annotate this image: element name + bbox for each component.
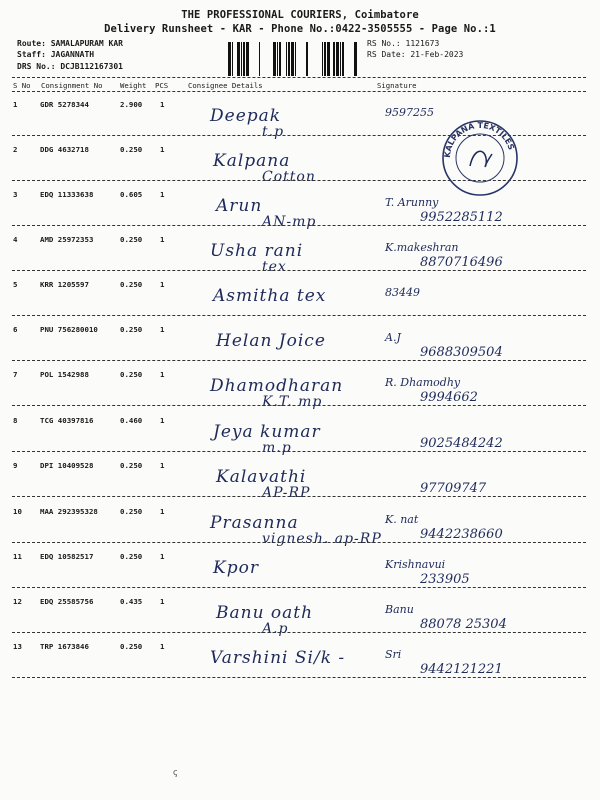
drs-line	[17, 62, 123, 71]
signature-name: K. nat	[385, 513, 419, 526]
col-header-weight: Weight	[120, 81, 147, 90]
consignee-name: Prasanna	[210, 513, 299, 533]
signature-name: R. Dhamodhy	[385, 376, 461, 389]
row-pcs: 1	[160, 280, 165, 289]
consignee-name: Helan Joice	[216, 331, 326, 351]
signature-name: 9597255	[385, 106, 434, 119]
drs-value: DCJB112167301	[60, 62, 123, 71]
consignee-name: Varshini Si/k -	[210, 648, 346, 668]
scan-mark: ꞔ	[173, 768, 178, 778]
row-weight: 0.250	[120, 552, 143, 561]
row-weight: 0.250	[120, 642, 143, 651]
row-sno: 9	[13, 461, 18, 470]
consignee-name: Jeya kumar	[213, 422, 321, 442]
row-separator	[12, 225, 586, 226]
row-consignment-no: PNU 756280010	[40, 325, 98, 334]
row-separator	[12, 451, 586, 452]
consignee-name: Kalavathi	[216, 467, 307, 487]
row-separator	[12, 270, 586, 271]
signature-name: 83449	[385, 286, 420, 299]
row-pcs: 1	[160, 235, 165, 244]
row-separator	[12, 542, 586, 543]
header-rule-bottom	[12, 91, 586, 92]
row-pcs: 1	[160, 416, 165, 425]
row-pcs: 1	[160, 642, 165, 651]
row-weight: 0.250	[120, 280, 143, 289]
col-header-sno: S No	[13, 81, 31, 90]
signature-name: T. Arunny	[385, 196, 439, 209]
row-consignment-no: EDQ 10582517	[40, 552, 94, 561]
row-separator	[12, 632, 586, 633]
row-consignment-no: MAA 292395328	[40, 507, 98, 516]
signature-phone: 9442238660	[420, 527, 503, 542]
row-sno: 8	[13, 416, 18, 425]
signature-name: Sri	[385, 648, 402, 661]
consignee-name: Kalpana	[213, 151, 291, 171]
row-consignment-no: AMD 25972353	[40, 235, 94, 244]
staff-line	[17, 50, 94, 59]
row-sno: 10	[13, 507, 22, 516]
row-consignment-no: TCG 40397816	[40, 416, 94, 425]
row-pcs: 1	[160, 145, 165, 154]
row-pcs: 1	[160, 100, 165, 109]
row-consignment-no: TRP 1673846	[40, 642, 89, 651]
company-stamp	[440, 118, 520, 198]
consignee-name: Kpor	[213, 558, 259, 578]
row-weight: 0.435	[120, 597, 143, 606]
row-consignment-no: EDQ 11333638	[40, 190, 94, 199]
rs-date-line	[367, 50, 463, 59]
consignee-name: Usha rani	[210, 241, 304, 261]
row-weight: 0.605	[120, 190, 143, 199]
row-consignment-no: KRR 1205597	[40, 280, 89, 289]
row-sno: 3	[13, 190, 18, 199]
row-consignment-no: DPI 10409528	[40, 461, 94, 470]
row-sno: 6	[13, 325, 18, 334]
staff-label: Staff:	[17, 50, 46, 59]
col-header-pcs: PCS	[155, 81, 169, 90]
header-rule-top	[12, 77, 586, 78]
row-separator	[12, 587, 586, 588]
row-sno: 13	[13, 642, 22, 651]
consignee-detail: m.p	[262, 440, 292, 456]
barcode-image	[228, 42, 362, 76]
row-sno: 5	[13, 280, 18, 289]
row-weight: 0.250	[120, 325, 143, 334]
consignee-detail: K.T. mp	[262, 394, 323, 410]
row-weight: 0.250	[120, 507, 143, 516]
rs-no-value: 1121673	[405, 39, 440, 48]
row-sno: 2	[13, 145, 18, 154]
drs-label: DRS No.:	[17, 62, 56, 71]
row-pcs: 1	[160, 552, 165, 561]
col-header-consignment: Consignment No	[41, 81, 103, 90]
rs-date-value: 21-Feb-2023	[410, 50, 464, 59]
signature-phone: 9688309504	[420, 345, 503, 360]
row-weight: 0.250	[120, 235, 143, 244]
row-weight: 0.250	[120, 370, 143, 379]
consignee-detail: t.p	[262, 124, 285, 140]
consignee-detail: tex	[262, 259, 287, 275]
signature-phone: 9952285112	[420, 210, 503, 225]
col-header-signature: Signature	[377, 81, 417, 90]
rs-no-label: RS No.:	[367, 39, 401, 48]
signature-phone: 233905	[420, 572, 470, 587]
row-weight: 2.900	[120, 100, 143, 109]
signature-phone: 9442121221	[420, 662, 503, 677]
row-pcs: 1	[160, 190, 165, 199]
row-pcs: 1	[160, 325, 165, 334]
row-sno: 12	[13, 597, 22, 606]
consignee-name: Dhamodharan	[210, 376, 344, 396]
row-sno: 7	[13, 370, 18, 379]
row-sno: 11	[13, 552, 22, 561]
staff-value: JAGANNATH	[50, 50, 95, 59]
row-pcs: 1	[160, 507, 165, 516]
row-sno: 1	[13, 100, 18, 109]
rs-no-line	[367, 39, 439, 48]
signature-phone: 97709747	[420, 481, 487, 496]
row-weight: 0.250	[120, 461, 143, 470]
consignee-detail: AN-mp	[262, 214, 317, 230]
row-consignment-no: GDR 5278344	[40, 100, 89, 109]
company-title: THE PROFESSIONAL COURIERS, Coimbatore	[181, 9, 419, 21]
signature-phone: 8870716496	[420, 255, 503, 270]
consignee-detail: vignesh. ap-RP	[262, 531, 382, 547]
row-consignment-no: DDG 4632718	[40, 145, 89, 154]
row-sno: 4	[13, 235, 18, 244]
stamp-text: KALPANA TEXTILES	[442, 120, 516, 159]
signature-name: Banu	[385, 603, 414, 616]
row-pcs: 1	[160, 597, 165, 606]
row-separator	[12, 496, 586, 497]
row-weight: 0.460	[120, 416, 143, 425]
col-header-consignee: Consignee Details	[188, 81, 263, 90]
route-value: SAMALAPURAM KAR	[50, 39, 123, 48]
svg-text:KALPANA TEXTILES	[443, 121, 516, 158]
row-separator	[12, 315, 586, 316]
row-separator	[12, 677, 586, 678]
row-consignment-no: POL 1542988	[40, 370, 89, 379]
consignee-name: Arun	[216, 196, 263, 216]
signature-phone: 9025484242	[420, 436, 503, 451]
signature-name: K.makeshran	[385, 241, 459, 254]
rs-date-label: RS Date:	[367, 50, 406, 59]
route-label: Route:	[17, 39, 46, 48]
consignee-name: Deepak	[210, 106, 282, 126]
row-separator	[12, 360, 586, 361]
signature-phone: 88078 25304	[420, 617, 507, 632]
row-consignment-no: EDQ 25585756	[40, 597, 94, 606]
signature-phone: 9994662	[420, 390, 478, 405]
consignee-detail: AP-RP	[262, 485, 311, 501]
consignee-detail: Cotton	[262, 169, 316, 185]
row-pcs: 1	[160, 461, 165, 470]
consignee-detail: A.p	[262, 621, 289, 637]
row-pcs: 1	[160, 370, 165, 379]
signature-name: Krishnavui	[385, 558, 446, 571]
runsheet-title: Delivery Runsheet - KAR - Phone No.:0422-3505555 - Page No.:1	[104, 23, 496, 35]
route-line	[17, 39, 123, 48]
row-separator	[12, 405, 586, 406]
consignee-name: Asmitha tex	[213, 286, 327, 306]
row-weight: 0.250	[120, 145, 143, 154]
signature-name: A.J	[385, 331, 401, 344]
consignee-name: Banu oath	[216, 603, 314, 623]
